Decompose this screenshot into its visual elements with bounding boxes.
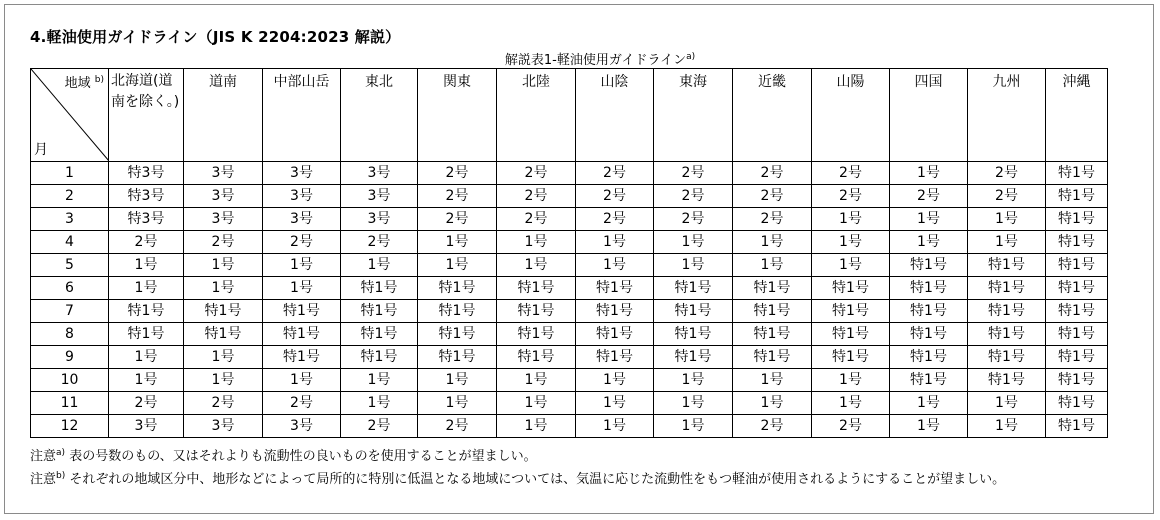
region-header-cell: 近畿: [733, 69, 812, 162]
region-header-cell: 山陰: [576, 69, 654, 162]
corner-region-mark: b): [94, 75, 104, 85]
region-header-cell: 山陽: [812, 69, 890, 162]
grade-cell: 特1号: [497, 300, 576, 323]
month-cell: 9: [31, 346, 109, 369]
table-row: [31, 254, 1108, 277]
grade-cell: 1号: [812, 231, 890, 254]
grade-cell: 3号: [184, 415, 263, 438]
grade-cell: 特1号: [497, 323, 576, 346]
month-cell: 11: [31, 392, 109, 415]
grade-cell: 1号: [968, 231, 1046, 254]
grade-cell: 2号: [654, 185, 733, 208]
grade-cell: 1号: [263, 277, 341, 300]
grade-cell: 特1号: [890, 346, 968, 369]
grade-cell: 特1号: [812, 323, 890, 346]
grade-cell: 1号: [890, 162, 968, 185]
grade-cell: 3号: [341, 208, 418, 231]
region-header-cell: 中部山岳: [263, 69, 341, 162]
grade-cell: 1号: [576, 369, 654, 392]
grade-cell: 1号: [890, 208, 968, 231]
grade-cell: 2号: [576, 208, 654, 231]
region-header-cell: 東北: [341, 69, 418, 162]
grade-cell: 1号: [497, 254, 576, 277]
grade-cell: 3号: [341, 162, 418, 185]
grade-cell: 2号: [418, 208, 497, 231]
table-row: [31, 415, 1108, 438]
grade-cell: 1号: [497, 392, 576, 415]
grade-cell: 1号: [654, 231, 733, 254]
grade-cell: 2号: [497, 208, 576, 231]
region-header-cell: 北陸: [497, 69, 576, 162]
grade-cell: 3号: [184, 185, 263, 208]
grade-cell: 1号: [418, 254, 497, 277]
month-cell: 6: [31, 277, 109, 300]
month-cell: 4: [31, 231, 109, 254]
table-row: [31, 231, 1108, 254]
grade-cell: 2号: [263, 392, 341, 415]
grade-cell: 1号: [890, 392, 968, 415]
grade-cell: 1号: [968, 208, 1046, 231]
region-header-cell: 関東: [418, 69, 497, 162]
grade-cell: 特1号: [1046, 254, 1108, 277]
grade-cell: 2号: [654, 162, 733, 185]
grade-cell: 特1号: [341, 346, 418, 369]
grade-cell: 特1号: [733, 323, 812, 346]
region-header-cell: 東海: [654, 69, 733, 162]
grade-cell: 1号: [109, 277, 184, 300]
grade-cell: 2号: [733, 185, 812, 208]
grade-cell: 特1号: [1046, 415, 1108, 438]
grade-cell: 1号: [576, 254, 654, 277]
grade-cell: 1号: [733, 392, 812, 415]
table-row: [31, 369, 1108, 392]
grade-cell: 特1号: [497, 346, 576, 369]
grade-cell: 特1号: [654, 277, 733, 300]
note-a-mark: a): [56, 448, 66, 458]
month-cell: 7: [31, 300, 109, 323]
grade-cell: 1号: [109, 254, 184, 277]
grade-cell: 特1号: [733, 277, 812, 300]
grade-cell: 特1号: [968, 323, 1046, 346]
table-row: [31, 323, 1108, 346]
grade-cell: 1号: [733, 369, 812, 392]
grade-cell: 特1号: [1046, 346, 1108, 369]
grade-cell: 特1号: [418, 323, 497, 346]
grade-cell: 1号: [184, 254, 263, 277]
month-cell: 5: [31, 254, 109, 277]
grade-cell: 特1号: [341, 277, 418, 300]
grade-cell: 特1号: [576, 346, 654, 369]
table-row: [31, 392, 1108, 415]
grade-cell: 特1号: [263, 300, 341, 323]
grade-cell: 特1号: [890, 300, 968, 323]
corner-month-label: 月: [34, 142, 48, 158]
table-row: [31, 300, 1108, 323]
table-caption-text: 解説表1-軽油使用ガイドライン: [504, 53, 687, 68]
grade-cell: 特1号: [418, 300, 497, 323]
grade-cell: 2号: [418, 415, 497, 438]
table-row: [31, 162, 1108, 185]
grade-cell: 1号: [733, 254, 812, 277]
grade-cell: 1号: [812, 369, 890, 392]
grade-cell: 2号: [341, 415, 418, 438]
grade-cell: 特1号: [968, 277, 1046, 300]
grade-cell: 2号: [184, 231, 263, 254]
corner-region-label: [65, 72, 104, 91]
grade-cell: 特1号: [263, 323, 341, 346]
section-heading: 4.軽油使用ガイドライン（JIS K 2204:2023 解説）: [30, 28, 401, 46]
month-cell: 2: [31, 185, 109, 208]
note-b-mark: b): [56, 471, 66, 481]
note-b-label: 注意: [30, 472, 57, 487]
grade-cell: 1号: [812, 254, 890, 277]
grade-cell: 1号: [576, 415, 654, 438]
note-b: [30, 468, 1005, 487]
grade-cell: 1号: [418, 231, 497, 254]
grade-cell: 特1号: [341, 323, 418, 346]
grade-cell: 特1号: [1046, 392, 1108, 415]
grade-cell: 2号: [890, 185, 968, 208]
grade-cell: 特1号: [733, 300, 812, 323]
month-cell: 3: [31, 208, 109, 231]
grade-cell: 特1号: [968, 300, 1046, 323]
table-row: [31, 185, 1108, 208]
region-header-cell: 九州: [968, 69, 1046, 162]
grade-cell: 特1号: [968, 254, 1046, 277]
table-row: [31, 346, 1108, 369]
grade-cell: 特1号: [1046, 277, 1108, 300]
grade-cell: 2号: [576, 185, 654, 208]
grade-cell: 1号: [654, 369, 733, 392]
grade-cell: 1号: [890, 231, 968, 254]
grade-cell: 2号: [812, 185, 890, 208]
grade-cell: 特1号: [1046, 185, 1108, 208]
month-cell: 1: [31, 162, 109, 185]
grade-cell: 2号: [733, 208, 812, 231]
grade-cell: 3号: [184, 208, 263, 231]
grade-cell: 3号: [263, 415, 341, 438]
note-a: [30, 445, 537, 464]
table-caption-mark: a): [686, 52, 696, 62]
grade-cell: 特1号: [1046, 369, 1108, 392]
grade-cell: 1号: [576, 392, 654, 415]
grade-cell: 2号: [109, 392, 184, 415]
note-b-text: それぞれの地域区分中、地形などによって局所的に特別に低温となる地域については、気温に応じた流動性をもつ軽油が使用されるようにすることが望ましい。: [69, 472, 1006, 487]
grade-cell: 3号: [109, 415, 184, 438]
region-header-cell: 道南: [184, 69, 263, 162]
grade-cell: 特1号: [968, 346, 1046, 369]
grade-cell: 2号: [341, 231, 418, 254]
grade-cell: 特1号: [654, 300, 733, 323]
grade-cell: 特1号: [1046, 323, 1108, 346]
grade-cell: 特1号: [890, 323, 968, 346]
grade-cell: 1号: [341, 254, 418, 277]
grade-cell: 1号: [654, 392, 733, 415]
grade-cell: 1号: [341, 369, 418, 392]
grade-cell: 2号: [968, 162, 1046, 185]
grade-cell: 1号: [109, 369, 184, 392]
grade-cell: 2号: [812, 162, 890, 185]
grade-cell: 2号: [418, 162, 497, 185]
grade-cell: 特1号: [263, 346, 341, 369]
grade-cell: 特1号: [812, 277, 890, 300]
grade-cell: 特1号: [1046, 231, 1108, 254]
grade-cell: 1号: [497, 231, 576, 254]
note-a-text: 表の号数のもの、又はそれよりも流動性の良いものを使用することが望ましい。: [69, 449, 537, 464]
table-row: [31, 208, 1108, 231]
grade-cell: 2号: [733, 415, 812, 438]
table-body: [31, 162, 1108, 438]
grade-cell: 特1号: [654, 323, 733, 346]
grade-cell: 1号: [497, 415, 576, 438]
grade-cell: 2号: [184, 392, 263, 415]
grade-cell: 1号: [109, 346, 184, 369]
grade-cell: 特1号: [812, 300, 890, 323]
grade-cell: 2号: [968, 185, 1046, 208]
grade-cell: 特3号: [109, 185, 184, 208]
grade-cell: 1号: [418, 369, 497, 392]
diesel-guideline-table: [30, 68, 1108, 438]
grade-cell: 特3号: [109, 162, 184, 185]
grade-cell: 特1号: [418, 346, 497, 369]
grade-cell: 2号: [263, 231, 341, 254]
grade-cell: 特1号: [812, 346, 890, 369]
month-cell: 10: [31, 369, 109, 392]
grade-cell: 2号: [812, 415, 890, 438]
grade-cell: 1号: [654, 415, 733, 438]
grade-cell: 特1号: [184, 300, 263, 323]
grade-cell: 特1号: [497, 277, 576, 300]
grade-cell: 特1号: [1046, 208, 1108, 231]
grade-cell: 1号: [497, 369, 576, 392]
grade-cell: 特1号: [576, 277, 654, 300]
grade-cell: 特1号: [733, 346, 812, 369]
grade-cell: 特1号: [184, 323, 263, 346]
month-cell: 8: [31, 323, 109, 346]
grade-cell: 特3号: [109, 208, 184, 231]
grade-cell: 2号: [497, 185, 576, 208]
grade-cell: 特1号: [109, 300, 184, 323]
grade-cell: 1号: [184, 277, 263, 300]
grade-cell: 1号: [654, 254, 733, 277]
grade-cell: 2号: [576, 162, 654, 185]
region-header-cell: 四国: [890, 69, 968, 162]
note-a-label: 注意: [30, 449, 57, 464]
corner-header-cell: [31, 69, 109, 162]
grade-cell: 特1号: [1046, 162, 1108, 185]
grade-cell: 特1号: [890, 277, 968, 300]
grade-cell: 1号: [890, 415, 968, 438]
grade-cell: 1号: [263, 254, 341, 277]
grade-cell: 1号: [418, 392, 497, 415]
region-header-cell: 北海道(道南を除く。): [109, 69, 184, 162]
grade-cell: 1号: [812, 392, 890, 415]
grade-cell: 特1号: [576, 300, 654, 323]
grade-cell: 特1号: [418, 277, 497, 300]
grade-cell: 1号: [184, 369, 263, 392]
grade-cell: 3号: [263, 208, 341, 231]
table-caption: [0, 49, 1160, 68]
grade-cell: 3号: [184, 162, 263, 185]
grade-cell: 特1号: [968, 369, 1046, 392]
grade-cell: 3号: [341, 185, 418, 208]
grade-cell: 1号: [733, 231, 812, 254]
grade-cell: 1号: [968, 415, 1046, 438]
grade-cell: 3号: [263, 162, 341, 185]
grade-cell: 2号: [418, 185, 497, 208]
grade-cell: 特1号: [109, 323, 184, 346]
grade-cell: 1号: [576, 231, 654, 254]
grade-cell: 特1号: [890, 369, 968, 392]
table-row: [31, 277, 1108, 300]
grade-cell: 1号: [263, 369, 341, 392]
corner-region-text: 地域: [64, 76, 91, 91]
grade-cell: 特1号: [576, 323, 654, 346]
table-header-row: [31, 69, 1108, 162]
grade-cell: 2号: [497, 162, 576, 185]
month-cell: 12: [31, 415, 109, 438]
region-header-cell: 沖縄: [1046, 69, 1108, 162]
grade-cell: 2号: [654, 208, 733, 231]
grade-cell: 特1号: [341, 300, 418, 323]
grade-cell: 1号: [968, 392, 1046, 415]
grade-cell: 1号: [341, 392, 418, 415]
grade-cell: 3号: [263, 185, 341, 208]
grade-cell: 特1号: [890, 254, 968, 277]
grade-cell: 2号: [109, 231, 184, 254]
grade-cell: 1号: [812, 208, 890, 231]
grade-cell: 1号: [184, 346, 263, 369]
grade-cell: 特1号: [654, 346, 733, 369]
grade-cell: 2号: [733, 162, 812, 185]
grade-cell: 特1号: [1046, 300, 1108, 323]
